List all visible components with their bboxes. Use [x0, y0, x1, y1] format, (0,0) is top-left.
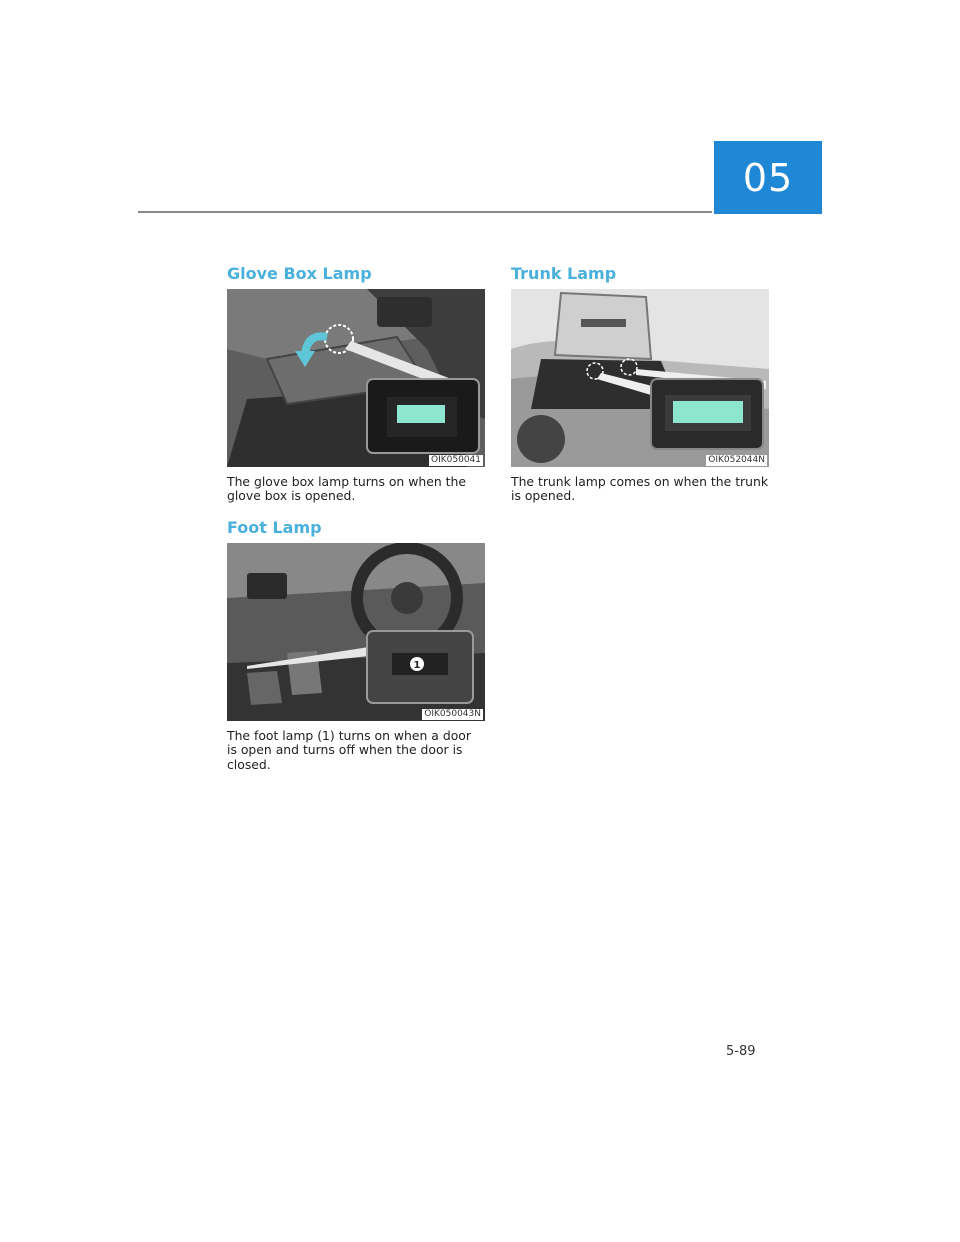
glove-box-lamp-title: Glove Box Lamp: [227, 264, 372, 283]
trunk-lamp-figure: [511, 289, 769, 467]
foot-lamp-illustration: [227, 543, 485, 721]
trunk-figure-code: OIK052044N: [708, 455, 765, 465]
trunk-lamp-title: Trunk Lamp: [511, 264, 617, 283]
page-number: 5-89: [726, 1044, 756, 1059]
foot-lamp-title: Foot Lamp: [227, 518, 322, 537]
glove-box-figure-code: OIK050041: [431, 455, 481, 465]
foot-lamp-figure-code: OIK050043N: [424, 709, 481, 719]
glove-box-illustration: [227, 289, 485, 467]
glove-box-lamp-description: The glove box lamp turns on when the glove box is opened.: [227, 474, 466, 504]
trunk-lamp-description: The trunk lamp comes on when the trunk is opened.: [511, 474, 769, 504]
chapter-number: 05: [742, 155, 794, 200]
foot-lamp-figure: [227, 543, 485, 721]
foot-lamp-description: The foot lamp (1) turns on when a door is open and turns off when the door is closed.: [227, 728, 471, 772]
glove-box-lamp-figure: [227, 289, 485, 467]
foot-lamp-callout-number: 1: [413, 660, 421, 671]
header-rule: [138, 211, 712, 213]
trunk-illustration: [511, 289, 769, 467]
chapter-tab: [714, 141, 822, 214]
